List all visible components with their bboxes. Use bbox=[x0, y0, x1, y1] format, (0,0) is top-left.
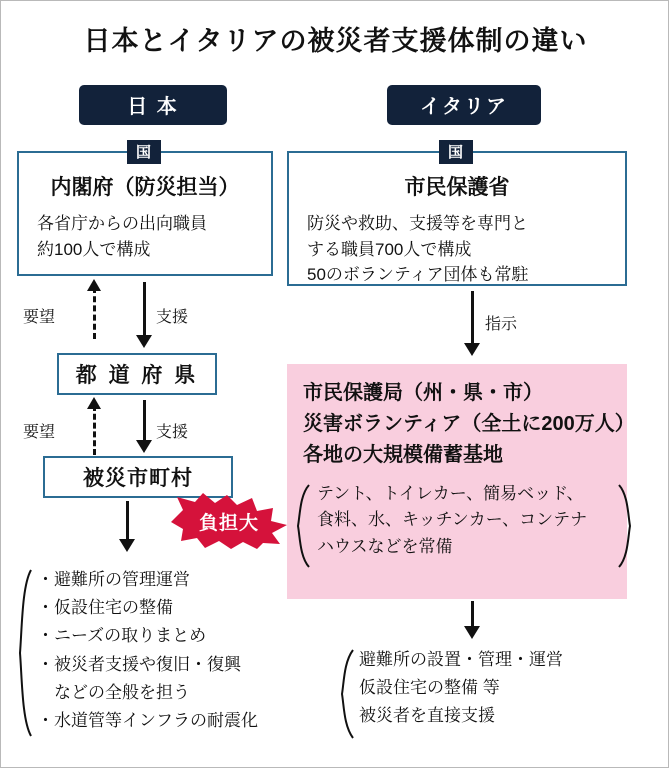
japan-prefecture-label: 都 道 府 県 bbox=[75, 364, 199, 387]
japan-national-box bbox=[17, 144, 273, 276]
italy-duties-arrowhead bbox=[464, 626, 480, 639]
japan-duty-item: ・避難所の管理運営 bbox=[37, 570, 190, 589]
left-brace-icon bbox=[17, 568, 33, 738]
japan-request-line-2 bbox=[93, 405, 96, 455]
italy-duties-list bbox=[339, 646, 639, 731]
japan-request-arrowhead-2 bbox=[87, 397, 101, 409]
italy-national-detail bbox=[307, 211, 625, 288]
italy-national-tag: 国 bbox=[439, 140, 473, 164]
japan-national-detail bbox=[37, 211, 271, 262]
italy-local-headline: 市民保護局（州・県・市） bbox=[303, 382, 543, 404]
burden-badge-label: 負担大 bbox=[198, 512, 259, 534]
italy-instruction-label: 指示 bbox=[483, 311, 519, 334]
japan-duties-line bbox=[126, 501, 129, 543]
italy-national-name: 市民保護省 bbox=[404, 176, 510, 199]
italy-local-headline: 各地の大規模備蓄基地 bbox=[303, 444, 503, 466]
japan-support-arrowhead-1 bbox=[136, 335, 152, 348]
italy-national-detail-line: 50のボランティア団体も常駐 bbox=[307, 265, 529, 284]
japan-duty-item: ・仮設住宅の整備 bbox=[37, 598, 173, 618]
japan-duty-item: などの全般を担う bbox=[37, 682, 190, 702]
japan-request-arrowhead-1 bbox=[87, 279, 101, 291]
right-brace-icon bbox=[617, 483, 633, 569]
japan-duty-item: ・ニーズの取りまとめ bbox=[37, 626, 207, 646]
japan-duties-list bbox=[17, 566, 317, 735]
japan-national-tag: 国 bbox=[127, 140, 161, 164]
left-brace-icon bbox=[295, 483, 311, 569]
column-header-italy: イタリア bbox=[387, 85, 541, 125]
italy-local-headline: 災害ボランティア（全土に200万人） bbox=[303, 413, 635, 435]
left-brace-icon bbox=[339, 648, 355, 740]
italy-local-detail-line: ハウスなどを常備 bbox=[317, 536, 453, 556]
italy-national-detail-line: する職員700人で構成 bbox=[307, 239, 472, 259]
japan-national-detail-line: 約100人で構成 bbox=[37, 239, 151, 259]
japan-support-label-2: 支援 bbox=[154, 419, 190, 442]
italy-national-detail-line: 防災や救助、支援等を専門と bbox=[307, 214, 528, 233]
italy-local-headlines bbox=[303, 378, 635, 471]
italy-duty-item: 被災者を直接支援 bbox=[359, 706, 495, 726]
japan-support-arrowhead-2 bbox=[136, 440, 152, 453]
japan-national-detail-line: 各省庁からの出向職員 bbox=[37, 214, 207, 233]
japan-prefecture-box bbox=[57, 353, 217, 395]
japan-municipality-label: 被災市町村 bbox=[83, 467, 193, 490]
italy-duty-item: 仮設住宅の整備 等 bbox=[359, 678, 500, 698]
burden-badge bbox=[167, 492, 291, 550]
page-title: 日本とイタリアの被災者支援体制の違い bbox=[83, 26, 588, 56]
italy-local-details bbox=[317, 481, 627, 560]
japan-duty-item: ・被災者支援や復旧・復興 bbox=[37, 654, 241, 674]
italy-local-detail-line: テント、トイレカー、簡易ベッド、 bbox=[317, 484, 584, 503]
italy-duty-item: 避難所の設置・管理・運営 bbox=[359, 650, 563, 669]
japan-request-line-1 bbox=[93, 287, 96, 339]
italy-local-detail-line: 食料、水、キッチンカー、コンテナ bbox=[317, 510, 588, 530]
japan-duties-arrowhead bbox=[119, 539, 135, 552]
japan-duty-item: ・水道管等インフラの耐震化 bbox=[37, 711, 258, 731]
column-header-japan: 日 本 bbox=[79, 85, 227, 125]
italy-local-panel bbox=[287, 364, 635, 599]
japan-national-name: 内閣府（防災担当） bbox=[50, 176, 240, 199]
japan-request-label-2: 要望 bbox=[21, 419, 57, 442]
italy-national-box bbox=[287, 144, 627, 286]
japan-support-line-1 bbox=[143, 282, 146, 338]
italy-instruction-line bbox=[471, 291, 474, 347]
japan-request-label-1: 要望 bbox=[21, 304, 57, 327]
japan-support-label-1: 支援 bbox=[154, 304, 190, 327]
italy-instruction-arrowhead bbox=[464, 343, 480, 356]
japan-support-line-2 bbox=[143, 400, 146, 444]
